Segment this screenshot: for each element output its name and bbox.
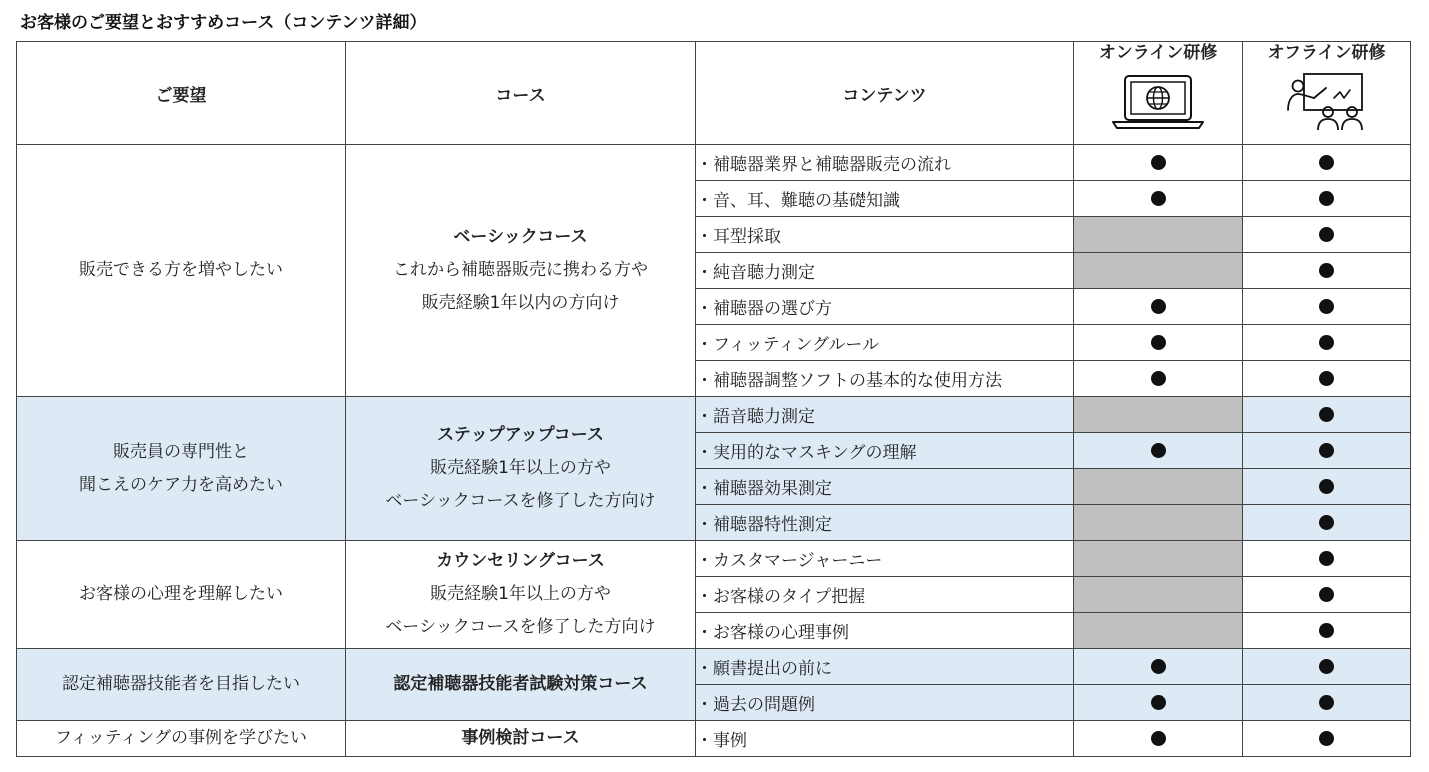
content-item: ・補聴器調整ソフトの基本的な使用方法: [696, 361, 1074, 397]
online-availability-cell: [1074, 685, 1243, 721]
need-text: 販売できる方を増やしたい: [79, 260, 283, 280]
online-availability-cell: [1074, 253, 1243, 289]
online-availability-cell: [1074, 721, 1243, 757]
filled-circle-icon: [1319, 443, 1334, 458]
offline-availability-cell: [1243, 613, 1411, 649]
offline-availability-cell: [1243, 685, 1411, 721]
filled-circle-icon: [1319, 155, 1334, 170]
filled-circle-icon: [1151, 335, 1166, 350]
filled-circle-icon: [1151, 731, 1166, 746]
online-availability-cell: [1074, 325, 1243, 361]
online-availability-cell: [1074, 361, 1243, 397]
header-online: [1074, 42, 1243, 145]
offline-availability-cell: [1243, 505, 1411, 541]
filled-circle-icon: [1151, 299, 1166, 314]
course-description: ベーシックコースを修了した方向け: [385, 491, 656, 511]
content-item: ・事例: [696, 721, 1074, 757]
filled-circle-icon: [1319, 551, 1334, 566]
header-course: コース: [346, 42, 696, 145]
offline-availability-cell: [1243, 361, 1411, 397]
course-name: カウンセリングコース: [436, 551, 605, 571]
course-cell: [346, 721, 696, 757]
online-availability-cell: [1074, 649, 1243, 685]
filled-circle-icon: [1319, 335, 1334, 350]
filled-circle-icon: [1319, 299, 1334, 314]
offline-availability-cell: [1243, 397, 1411, 433]
need-text: 販売員の専門性と: [113, 441, 249, 462]
filled-circle-icon: [1151, 659, 1166, 674]
offline-availability-cell: [1243, 145, 1411, 181]
filled-circle-icon: [1319, 479, 1334, 494]
header-offline: [1243, 42, 1411, 145]
filled-circle-icon: [1319, 587, 1334, 602]
need-cell: [17, 721, 346, 757]
filled-circle-icon: [1319, 227, 1334, 242]
need-cell: [17, 649, 346, 721]
table-row: [17, 145, 1411, 181]
course-description: 販売経験1年以上の方や: [430, 584, 611, 604]
filled-circle-icon: [1319, 695, 1334, 710]
online-availability-cell: [1074, 433, 1243, 469]
filled-circle-icon: [1319, 515, 1334, 530]
course-cell: [346, 649, 696, 721]
course-content-table: [16, 41, 1411, 757]
need-cell: [17, 397, 346, 541]
offline-availability-cell: [1243, 217, 1411, 253]
course-description: これから補聴器販売に携わる方や: [393, 260, 648, 280]
content-item: ・補聴器業界と補聴器販売の流れ: [696, 145, 1074, 181]
content-item: ・補聴器特性測定: [696, 505, 1074, 541]
need-text: 認定補聴器技能者を目指したい: [62, 674, 300, 694]
offline-availability-cell: [1243, 541, 1411, 577]
filled-circle-icon: [1151, 191, 1166, 206]
online-availability-cell: [1074, 145, 1243, 181]
offline-availability-cell: [1243, 649, 1411, 685]
course-description: 販売経験1年以上の方や: [430, 458, 611, 478]
content-item: ・補聴器効果測定: [696, 469, 1074, 505]
filled-circle-icon: [1319, 371, 1334, 386]
content-item: ・語音聴力測定: [696, 397, 1074, 433]
filled-circle-icon: [1151, 695, 1166, 710]
filled-circle-icon: [1319, 407, 1334, 422]
course-name: ベーシックコース: [453, 227, 588, 247]
online-availability-cell: [1074, 217, 1243, 253]
course-description: ベーシックコースを修了した方向け: [385, 617, 656, 637]
content-item: ・純音聴力測定: [696, 253, 1074, 289]
online-availability-cell: [1074, 469, 1243, 505]
header-need: ご要望: [17, 42, 346, 145]
offline-availability-cell: [1243, 253, 1411, 289]
filled-circle-icon: [1319, 731, 1334, 746]
header-offline-label: オフライン研修: [1267, 43, 1386, 63]
content-item: ・カスタマージャーニー: [696, 541, 1074, 577]
table-row: [17, 721, 1411, 757]
filled-circle-icon: [1151, 155, 1166, 170]
content-item: ・補聴器の選び方: [696, 289, 1074, 325]
content-item: ・過去の問題例: [696, 685, 1074, 721]
header-online-label: オンライン研修: [1098, 43, 1218, 63]
content-item: ・耳型採取: [696, 217, 1074, 253]
course-name: 認定補聴器技能者試験対策コース: [393, 674, 648, 694]
course-name: ステップアップコース: [437, 425, 604, 445]
online-availability-cell: [1074, 397, 1243, 433]
filled-circle-icon: [1319, 191, 1334, 206]
content-item: ・お客様の心理事例: [696, 613, 1074, 649]
classroom-teacher-icon: [1284, 72, 1370, 132]
header-row: [17, 42, 1411, 145]
need-text: 聞こえのケア力を高めたい: [79, 474, 283, 495]
offline-availability-cell: [1243, 433, 1411, 469]
content-item: ・願書提出の前に: [696, 649, 1074, 685]
table-row: [17, 649, 1411, 685]
table-row: [17, 397, 1411, 433]
filled-circle-icon: [1151, 443, 1166, 458]
need-cell: [17, 541, 346, 649]
laptop-globe-icon: [1111, 72, 1205, 130]
need-text: フィッティングの事例を学びたい: [55, 728, 307, 748]
offline-availability-cell: [1243, 289, 1411, 325]
content-item: ・お客様のタイプ把握: [696, 577, 1074, 613]
course-cell: [346, 145, 696, 397]
offline-availability-cell: [1243, 721, 1411, 757]
online-availability-cell: [1074, 505, 1243, 541]
content-item: ・実用的なマスキングの理解: [696, 433, 1074, 469]
content-item: ・フィッティングルール: [696, 325, 1074, 361]
filled-circle-icon: [1319, 623, 1334, 638]
offline-availability-cell: [1243, 577, 1411, 613]
online-availability-cell: [1074, 613, 1243, 649]
online-availability-cell: [1074, 577, 1243, 613]
filled-circle-icon: [1319, 659, 1334, 674]
course-cell: [346, 541, 696, 649]
need-text: お客様の心理を理解したい: [79, 584, 283, 604]
online-availability-cell: [1074, 289, 1243, 325]
header-contents: コンテンツ: [696, 42, 1074, 145]
offline-availability-cell: [1243, 181, 1411, 217]
table-row: [17, 541, 1411, 577]
offline-availability-cell: [1243, 325, 1411, 361]
page-title: お客様のご要望とおすすめコース（コンテンツ詳細）: [20, 13, 427, 33]
online-availability-cell: [1074, 181, 1243, 217]
online-availability-cell: [1074, 541, 1243, 577]
filled-circle-icon: [1319, 263, 1334, 278]
course-description: 販売経験1年以内の方向け: [421, 293, 620, 313]
offline-availability-cell: [1243, 469, 1411, 505]
need-cell: [17, 145, 346, 397]
filled-circle-icon: [1151, 371, 1166, 386]
course-cell: [346, 397, 696, 541]
content-item: ・音、耳、難聴の基礎知識: [696, 181, 1074, 217]
course-name: 事例検討コース: [461, 728, 580, 748]
